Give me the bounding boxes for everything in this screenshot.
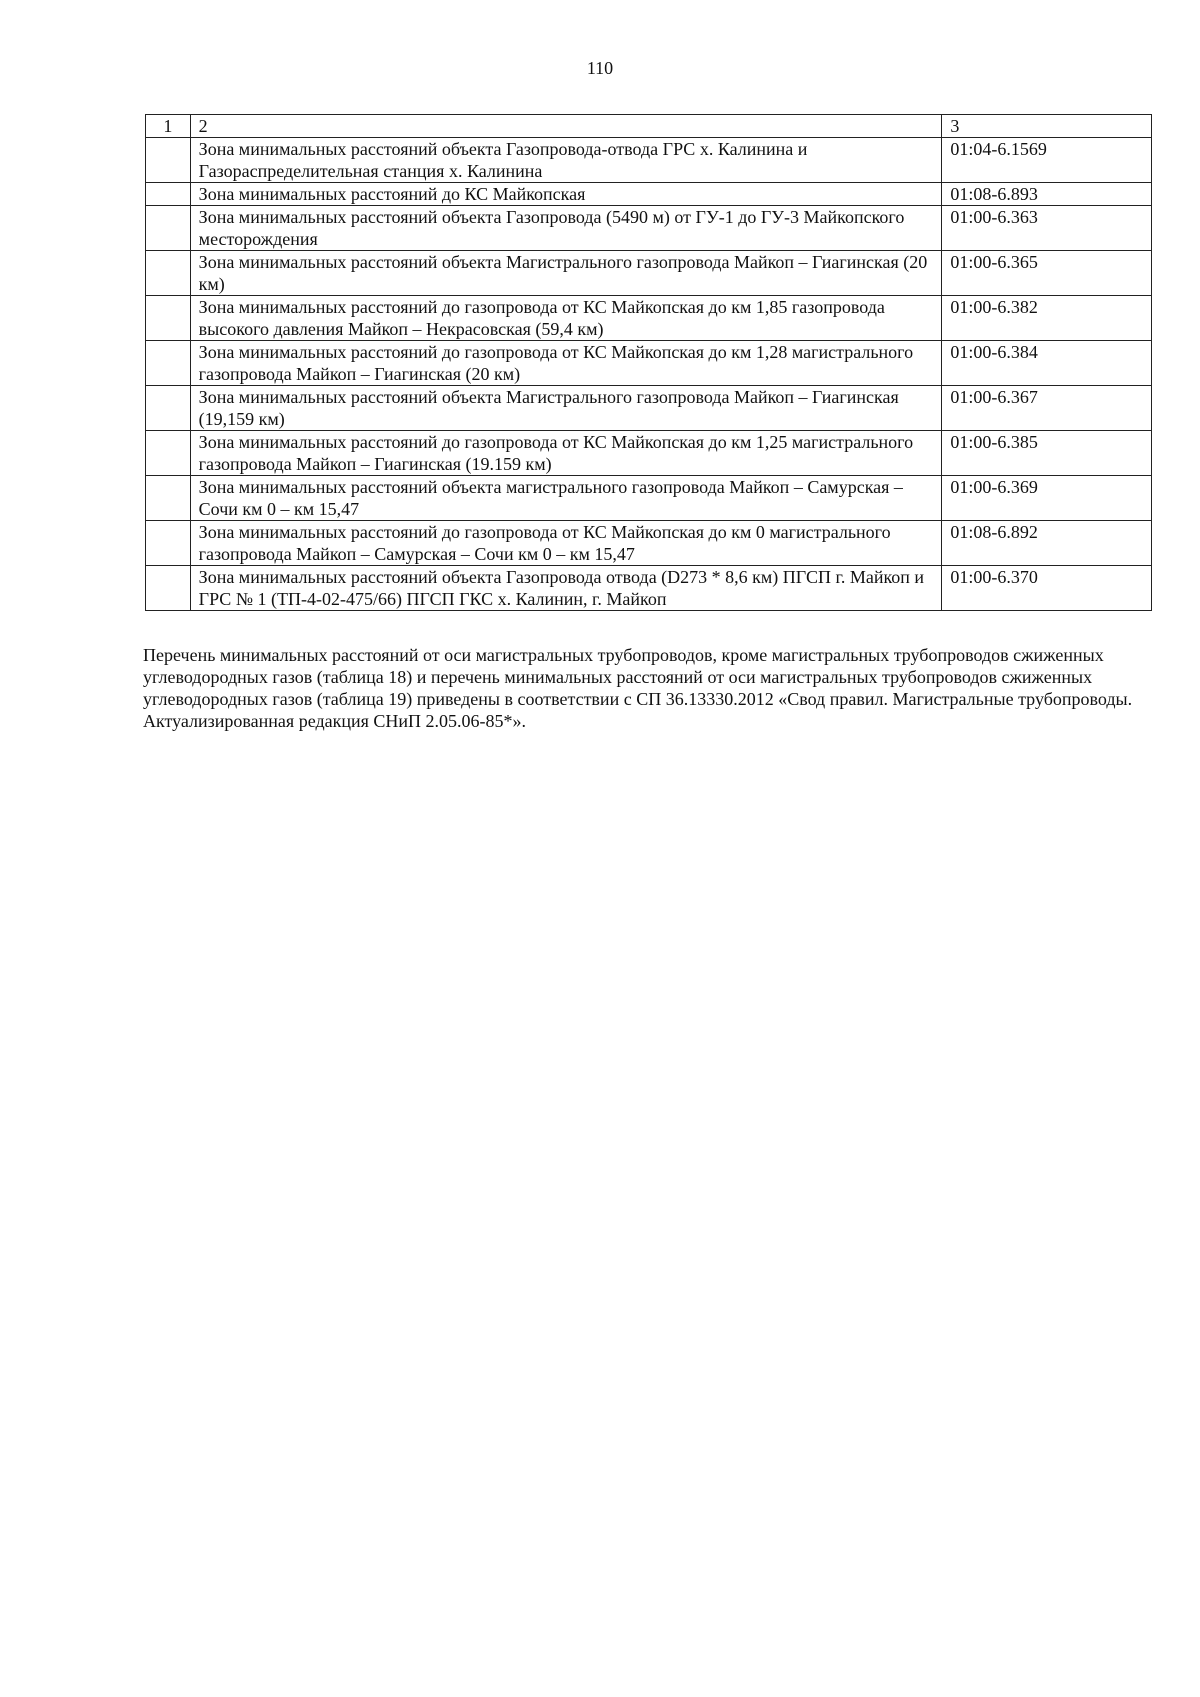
row-number-cell — [146, 138, 191, 183]
table-row — [146, 138, 1152, 183]
zone-name-cell: Зона минимальных расстояний до газопровода от КС Майкопская до км 0 магистрального газопровода Майкоп – Самурская – Сочи км 0 – км 15,47 — [190, 521, 942, 566]
zone-code-cell: 01:00-6.370 — [942, 566, 1152, 611]
row-number-cell — [146, 521, 191, 566]
table-row — [146, 251, 1152, 296]
zone-name-cell: Зона минимальных расстояний объекта Магистрального газопровода Майкоп – Гиагинская (20 км) — [190, 251, 942, 296]
table-row — [146, 206, 1152, 251]
row-number-cell — [146, 386, 191, 431]
zone-name-cell: Зона минимальных расстояний до газопровода от КС Майкопская до км 1,25 магистрального газопровода Майкоп – Гиагинская (19.159 км) — [190, 431, 942, 476]
note-paragraph: Перечень минимальных расстояний от оси магистральных трубопроводов, кроме магистральных трубопроводов сжиженных углеводородных газов (таблица 18) и перечень минимальных расстояний от оси магистральных трубопроводов сжиженных углеводородных газов (таблица 19) приведены в соответствии с СП 36.13330.2012 «Свод правил. Магистральные трубопроводы. Актуализированная редакция СНиП 2.05.06-85*». — [143, 645, 1133, 731]
table-row — [146, 296, 1152, 341]
zone-code-cell: 01:00-6.363 — [942, 206, 1152, 251]
zone-name-cell: Зона минимальных расстояний объекта Газопровода-отвода ГРС х. Калинина и Газораспределительная станция х. Калинина — [190, 138, 942, 183]
table-header-row — [146, 115, 1152, 138]
table-row — [146, 386, 1152, 431]
zone-code-cell: 01:04-6.1569 — [942, 138, 1152, 183]
row-number-cell — [146, 251, 191, 296]
zone-code-cell: 01:00-6.369 — [942, 476, 1152, 521]
zone-code-cell: 01:00-6.367 — [942, 386, 1152, 431]
row-number-cell — [146, 296, 191, 341]
zone-name-cell: Зона минимальных расстояний объекта Газопровода отвода (D273 * 8,6 км) ПГСП г. Майкоп и ГРС № 1 (ТП-4-02-475/66) ПГСП ГКС х. Калинин, г. Майкоп — [190, 566, 942, 611]
zone-code-cell: 01:00-6.382 — [942, 296, 1152, 341]
header-cell-2: 2 — [190, 115, 942, 138]
zone-code-cell: 01:08-6.892 — [942, 521, 1152, 566]
table-row — [146, 341, 1152, 386]
zone-name-cell: Зона минимальных расстояний до КС Майкопская — [190, 183, 942, 206]
zone-code-cell: 01:00-6.385 — [942, 431, 1152, 476]
zone-name-cell: Зона минимальных расстояний объекта Газопровода (5490 м) от ГУ-1 до ГУ-3 Майкопского месторождения — [190, 206, 942, 251]
row-number-cell — [146, 341, 191, 386]
page-number: 110 — [586, 58, 614, 78]
row-number-cell — [146, 431, 191, 476]
table-row — [146, 521, 1152, 566]
row-number-cell — [146, 476, 191, 521]
zone-code-cell: 01:00-6.384 — [942, 341, 1152, 386]
row-number-cell — [146, 566, 191, 611]
table-row — [146, 183, 1152, 206]
zone-name-cell: Зона минимальных расстояний объекта магистрального газопровода Майкоп – Самурская – Сочи км 0 – км 15,47 — [190, 476, 942, 521]
table-row — [146, 476, 1152, 521]
zone-name-cell: Зона минимальных расстояний объекта Магистрального газопровода Майкоп – Гиагинская (19,159 км) — [190, 386, 942, 431]
zone-name-cell: Зона минимальных расстояний до газопровода от КС Майкопская до км 1,85 газопровода высокого давления Майкоп – Некрасовская (59,4 км) — [190, 296, 942, 341]
table-row — [146, 566, 1152, 611]
zone-code-cell: 01:00-6.365 — [942, 251, 1152, 296]
zone-code-cell: 01:08-6.893 — [942, 183, 1152, 206]
row-number-cell — [146, 183, 191, 206]
header-cell-1: 1 — [146, 115, 191, 138]
zones-table — [145, 114, 1152, 611]
header-cell-3: 3 — [942, 115, 1152, 138]
zone-name-cell: Зона минимальных расстояний до газопровода от КС Майкопская до км 1,28 магистрального газопровода Майкоп – Гиагинская (20 км) — [190, 341, 942, 386]
table-row — [146, 431, 1152, 476]
row-number-cell — [146, 206, 191, 251]
